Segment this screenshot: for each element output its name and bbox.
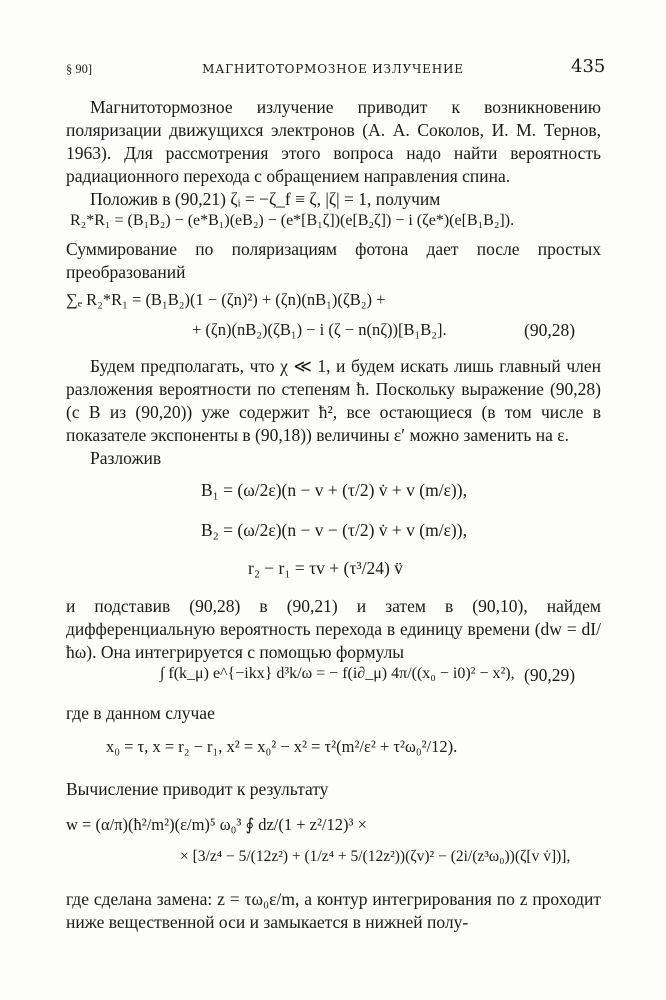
- equation-r2r1: R₂*R₁ = (B₁B₂) − (e*B₁)(eB₂) − (e*[B₁ζ])(e[B₂ζ]) − i (ζe*)(e[B₁B₂]).: [70, 212, 515, 229]
- equation-sum-line-2: + (ζn)(nB₂)(ζB₁) − i (ζ − n(nζ))[B₁B₂].: [192, 320, 447, 339]
- paragraph-7: где в данном случае: [66, 703, 215, 723]
- paragraph-4: Будем предполагать, что χ ≪ 1, и будем искать лишь главный член разложения вероятности по степеням ħ. Поскольку выражение (90,28) (с B из (90,20)) уже содержит ħ², все остающиеся (в том числе в показателе экспоненты в (90,18)) величины ε′ можно заменить на ε.: [66, 356, 601, 445]
- equation-x-definitions: x₀ = τ, x = r₂ − r₁, x² = x₀² − x² = τ²(m²/ε² + τ²ω₀²/12).: [106, 737, 458, 756]
- paragraph-summation-block: [66, 238, 601, 284]
- paragraph-5: Разложив: [90, 448, 162, 468]
- paragraph-2: Положив в (90,21) ζᵢ = −ζ_f ≡ ζ, |ζ| = 1, получим: [90, 189, 441, 209]
- paragraph-3: Суммирование по поляризациям фотона дает после простых преобразований: [66, 239, 601, 282]
- running-title: МАГНИТОТОРМОЗНОЕ ИЗЛУЧЕНИЕ: [202, 62, 464, 76]
- equation-sum-line-1: ∑ₑ R₂*R₁ = (B₁B₂)(1 − (ζn)²) + (ζn)(nB₁)(ζB₂) +: [66, 290, 386, 309]
- paragraph-6: и подставив (90,28) в (90,21) и затем в (90,10), найдем дифференциальную вероятность перехода в единицу времени (dw = dI/ħω). Она интегрируется с помощью формулы: [66, 596, 601, 662]
- paragraph-case-block: [66, 702, 601, 725]
- paragraph-intro: [66, 96, 601, 211]
- equation-w-line-2: × [3/z⁴ − 5/(12z²) + (1/z⁴ + 5/(12z²))(ζv)² − (2i/(z³ω₀))(ζ[v v̇])],: [180, 848, 571, 865]
- equation-number-90-28: (90,28): [524, 320, 576, 340]
- equation-number-90-29: (90,29): [524, 665, 576, 685]
- equation-B1: B₁ = (ω/2ε)(n − v + (τ/2) v̇ + v (m/ε)),: [201, 480, 467, 500]
- page-number: 435: [571, 56, 606, 77]
- paragraph-9: где сделана замена: z = τω₀ε/m, а контур интегрирования по z проходит ниже вещественной оси и замыкается в нижней полу-: [66, 889, 601, 932]
- paragraph-1: Магнитотормозное излучение приводит к возникновению поляризации движущихся электронов (А. А. Соколов, И. М. Тернов, 1963). Для рассмотрения этого вопроса надо найти вероятность радиационного перехода с обращением направления спина.: [66, 97, 601, 186]
- paragraph-final-block: [66, 888, 601, 934]
- equation-integral: ∫ f(k_μ) e^{−ikx} d³k/ω = − f(i∂_μ) 4π/((x₀ − i0)² − x²),: [160, 665, 515, 682]
- equation-r-difference: r₂ − r₁ = τv + (τ³/24) v̈: [248, 558, 403, 578]
- equation-B2: B₂ = (ω/2ε)(n − v − (τ/2) v̇ + v (m/ε)),: [201, 520, 467, 540]
- equation-w-line-1: w = (α/π)(ħ²/m²)(ε/m)⁵ ω₀³ ∮ dz/(1 + z²/12)³ ×: [66, 815, 367, 834]
- paragraph-assumption-block: [66, 355, 601, 470]
- paragraph-substitution-block: [66, 595, 601, 664]
- paragraph-8: Вычисление приводит к результату: [66, 779, 329, 799]
- paragraph-result-block: [66, 778, 601, 801]
- section-reference: § 90]: [66, 62, 93, 76]
